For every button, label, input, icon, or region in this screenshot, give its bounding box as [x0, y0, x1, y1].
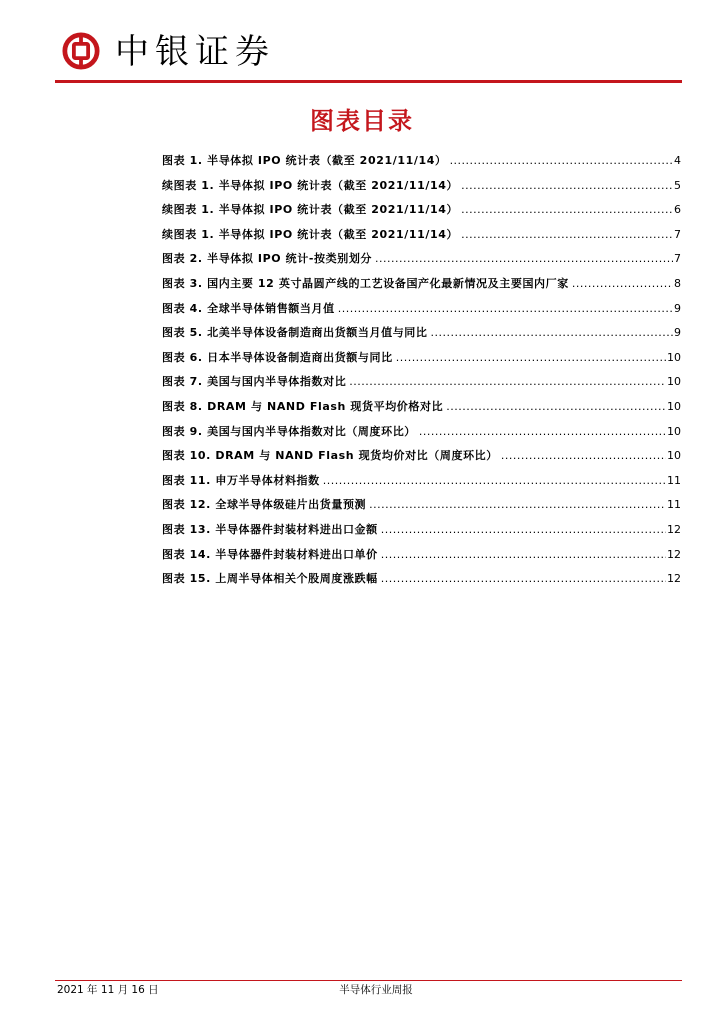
toc-item[interactable]: [162, 272, 681, 297]
toc-item[interactable]: [162, 321, 681, 346]
toc-item[interactable]: [162, 493, 681, 518]
toc-item-page-number: 11: [667, 473, 681, 487]
toc-item-leader-dots: [323, 469, 666, 494]
toc-item-label: 图表 12. 全球半导体级硅片出货量预测: [162, 498, 367, 512]
toc-item-label: 图表 2. 半导体拟 IPO 统计-按类别划分: [162, 252, 373, 266]
toc-item-leader-dots: [396, 346, 666, 371]
toc-item-page-number: 10: [667, 375, 681, 389]
toc-item-label: 图表 11. 申万半导体材料指数: [162, 473, 320, 487]
toc-item-label: 图表 3. 国内主要 12 英寸晶圆产线的工艺设备国产化最新情况及主要国内厂家: [162, 276, 569, 290]
toc-item-leader-dots: [501, 444, 666, 469]
toc-item-page-number: 9: [674, 326, 681, 340]
toc-item-label: 图表 10. DRAM 与 NAND Flash 现货均价对比（周度环比）: [162, 449, 498, 463]
toc-item-leader-dots: [349, 370, 666, 395]
toc-item-page-number: 11: [667, 498, 681, 512]
brand-name: 中银证券: [115, 32, 275, 72]
toc-item-page-number: 7: [674, 227, 681, 241]
toc-item-label: 图表 13. 半导体器件封装材料进出口金额: [162, 522, 378, 536]
toc-item-page-number: 10: [667, 424, 681, 438]
toc-item-leader-dots: [461, 174, 673, 199]
toc-item-label: 图表 7. 美国与国内半导体指数对比: [162, 375, 347, 389]
toc-item-leader-dots: [419, 420, 666, 445]
toc-item-page-number: 6: [674, 203, 681, 217]
toc-item-page-number: 12: [667, 547, 681, 561]
toc-item[interactable]: [162, 518, 681, 543]
toc-item-label: 图表 1. 半导体拟 IPO 统计表（截至 2021/11/14）: [162, 154, 447, 167]
toc-item[interactable]: [162, 420, 681, 445]
toc-item[interactable]: [162, 395, 681, 420]
toc-item-leader-dots: [381, 567, 666, 592]
toc-item-leader-dots: [572, 272, 673, 297]
toc-list: [162, 149, 681, 592]
toc-item-leader-dots: [381, 518, 666, 543]
toc-item-label: 图表 9. 美国与国内半导体指数对比（周度环比）: [162, 424, 416, 438]
toc-item-leader-dots: [369, 493, 666, 518]
page-header: [55, 30, 685, 80]
footer-report-title: 半导体行业周报: [339, 984, 413, 996]
toc-item-leader-dots: [338, 297, 673, 322]
toc-item[interactable]: [162, 567, 681, 592]
toc-item-leader-dots: [461, 198, 673, 223]
toc-item-leader-dots: [375, 247, 673, 272]
toc-item-page-number: 8: [674, 276, 681, 290]
toc-title: 图表目录: [310, 107, 414, 135]
toc-item[interactable]: [162, 297, 681, 322]
toc-item-label: 图表 6. 日本半导体设备制造商出货额与同比: [162, 350, 393, 364]
toc-item-label: 续图表 1. 半导体拟 IPO 统计表（截至 2021/11/14）: [162, 178, 459, 192]
footer-date: 2021 年 11 月 16 日: [57, 984, 159, 996]
footer-divider: [55, 980, 682, 981]
toc-item[interactable]: [162, 346, 681, 371]
toc-item-label: 图表 8. DRAM 与 NAND Flash 现货平均价格对比: [162, 399, 444, 413]
toc-item-page-number: 10: [667, 350, 681, 364]
toc-item-page-number: 4: [674, 154, 681, 167]
toc-item-leader-dots: [446, 395, 666, 420]
toc-item[interactable]: [162, 247, 681, 272]
toc-item-leader-dots: [461, 223, 673, 248]
toc-item-label: 图表 14. 半导体器件封装材料进出口单价: [162, 547, 378, 561]
toc-item-leader-dots: [450, 149, 673, 174]
toc-item-label: 图表 15. 上周半导体相关个股周度涨跌幅: [162, 572, 378, 586]
toc-item-leader-dots: [431, 321, 674, 346]
toc-item[interactable]: [162, 198, 681, 223]
toc-item-label: 续图表 1. 半导体拟 IPO 统计表（截至 2021/11/14）: [162, 227, 459, 241]
toc-item-page-number: 12: [667, 522, 681, 536]
toc-item-page-number: 10: [667, 399, 681, 413]
toc-item[interactable]: [162, 444, 681, 469]
toc-item-label: 图表 4. 全球半导体销售额当月值: [162, 301, 335, 315]
toc-item-label: 图表 5. 北美半导体设备制造商出货额当月值与同比: [162, 326, 428, 340]
toc-item[interactable]: [162, 469, 681, 494]
toc-item-page-number: 10: [667, 449, 681, 463]
header-divider: [55, 80, 682, 83]
toc-item[interactable]: [162, 174, 681, 199]
toc-item-label: 续图表 1. 半导体拟 IPO 统计表（截至 2021/11/14）: [162, 203, 459, 217]
toc-item-leader-dots: [381, 543, 666, 568]
toc-item[interactable]: [162, 223, 681, 248]
toc-item-page-number: 12: [667, 572, 681, 586]
toc-item-page-number: 5: [674, 178, 681, 192]
toc-item[interactable]: [162, 370, 681, 395]
toc-item-page-number: 7: [674, 252, 681, 266]
toc-item[interactable]: [162, 149, 681, 174]
boc-logo-icon: [62, 32, 100, 70]
toc-item[interactable]: [162, 543, 681, 568]
toc-item-page-number: 9: [674, 301, 681, 315]
